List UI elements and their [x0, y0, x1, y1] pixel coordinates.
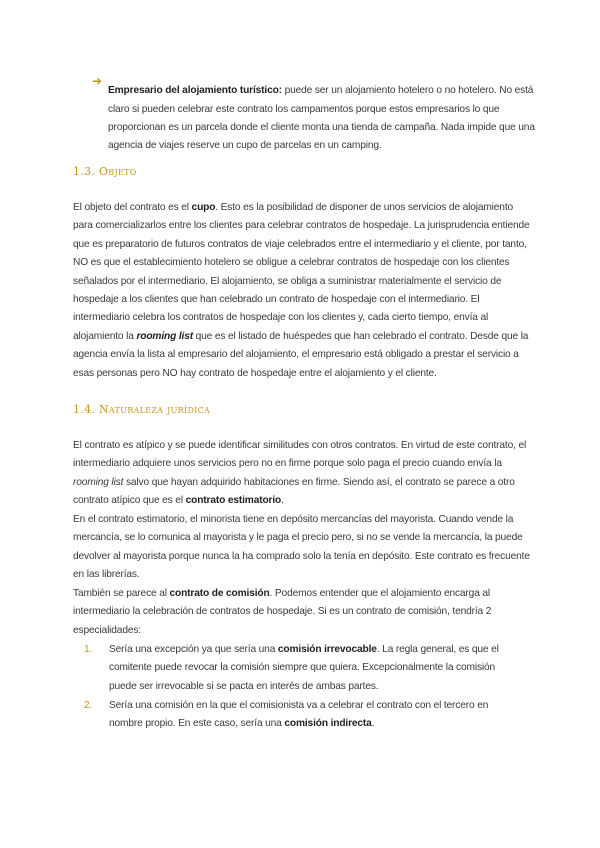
- text-run: salvo que hayan adquirido habitaciones en firme. Siendo así, el contrato se parece a otro contrato atípico que es el: [73, 476, 515, 507]
- bold-italic-rooming-list: rooming list: [136, 330, 193, 342]
- paragraph-naturaleza-2: En el contrato estimatorio, el minorista tiene en depósito mercancías del mayorista. Cuando vende la mercancía, se lo comunica al mayorista y le paga el precio pero, si no se vende la mercancía, la puede devolver al mayorista porque nunca la ha comprado solo la tenía en depósito. Este contrato es frecuente en las librerías.: [73, 514, 530, 581]
- paragraph-naturaleza-1: [73, 437, 533, 511]
- text-run: .: [281, 495, 284, 507]
- list-number: 2.: [84, 700, 93, 711]
- bold-contrato-comision: contrato de comisión: [169, 588, 270, 599]
- list-number: 1.: [84, 644, 93, 655]
- bullet-term: Empresario del alojamiento turístico:: [108, 85, 282, 97]
- text-run: . Podemos entender que el alojamiento encarga al intermediario la celebración de contratos de hospedaje. Si es un contrato de comisión, tendría 2 especialidades:: [73, 588, 492, 636]
- list-item-text: [109, 697, 524, 734]
- section-heading-objeto: 1.3. Objeto: [73, 165, 137, 178]
- list-item-text: [109, 641, 524, 696]
- text-run: .: [371, 718, 375, 730]
- text-run: que es el listado de huéspedes que han celebrado el contrato. Desde que la agencia envía la lista al empresario del alojamiento, el empresario está obligado a prestar el servicio a esas personas pero NO hay contrato de hospedaje entre el alojamiento y el cliente.: [73, 330, 529, 379]
- paragraph-objeto: [73, 199, 533, 383]
- italic-rooming-list: rooming list: [73, 476, 124, 488]
- bullet-description: puede ser un alojamiento hotelero o no hotelero. No está claro si pueden celebrar este contrato los campamentos porque estos empresarios lo que proporcionan es un parcela donde el cliente monta una tienda de campaña. Nada impide que una agencia de viajes reserve un cupo de parcelas en un camping.: [108, 85, 535, 152]
- bold-cupo: cupo: [191, 202, 216, 213]
- text-run: También se parece al: [73, 588, 170, 599]
- arrow-right-icon: ➔: [92, 74, 103, 88]
- text-run: Sería una comisión en la que el comisionista va a celebrar el contrato con el tercero en nombre propio. En este caso, sería una: [109, 700, 489, 730]
- bold-contrato-estimatorio: contrato estimatorio: [185, 495, 282, 507]
- text-run: El objeto del contrato es el: [73, 202, 192, 213]
- text-run: . La regla general, es que el comitente puede revocar la comisión siempre que quiera. Excepcionalmente la comisión puede ser irrevocable si se pacta en interés de ambas partes.: [109, 644, 499, 692]
- text-run: El contrato es atípico y se puede identificar similitudes con otros contratos. En virtud de este contrato, el intermediario adquiere unos servicios pero no en firme porque solo paga el precio cuando envía la: [73, 440, 527, 470]
- text-run: . Esto es la posibilidad de disponer de unos servicios de alojamiento para comercializarlos entre los clientes para celebrar contratos de hospedaje. La jurisprudencia entiende que es preparatorio de futuros contratos de viaje celebrados entre el intermediario y el cliente, por tanto, NO es que el establecimiento hotelero se obligue a celebrar contratos de hospedaje con los clientes señalados por el intermediario. El alojamiento, se obliga a suministrar materialmente el servicio de hospedaje a los clientes que han celebrado un contrato de hospedaje con el intermediario. El intermediario celebra los contratos de hospedaje con los clientes y, cada cierto tiempo, envía al alojamiento la: [73, 202, 530, 342]
- bullet-text: [108, 82, 548, 156]
- text-run: Sería una excepción ya que sería una: [109, 644, 278, 655]
- paragraph-naturaleza-3: [73, 585, 533, 640]
- bold-comision-irrevocable: comisión irrevocable: [277, 644, 377, 655]
- section-heading-naturaleza: 1.4. Naturaleza jurídica: [73, 403, 211, 416]
- bold-comision-indirecta: comisión indirecta: [284, 718, 372, 730]
